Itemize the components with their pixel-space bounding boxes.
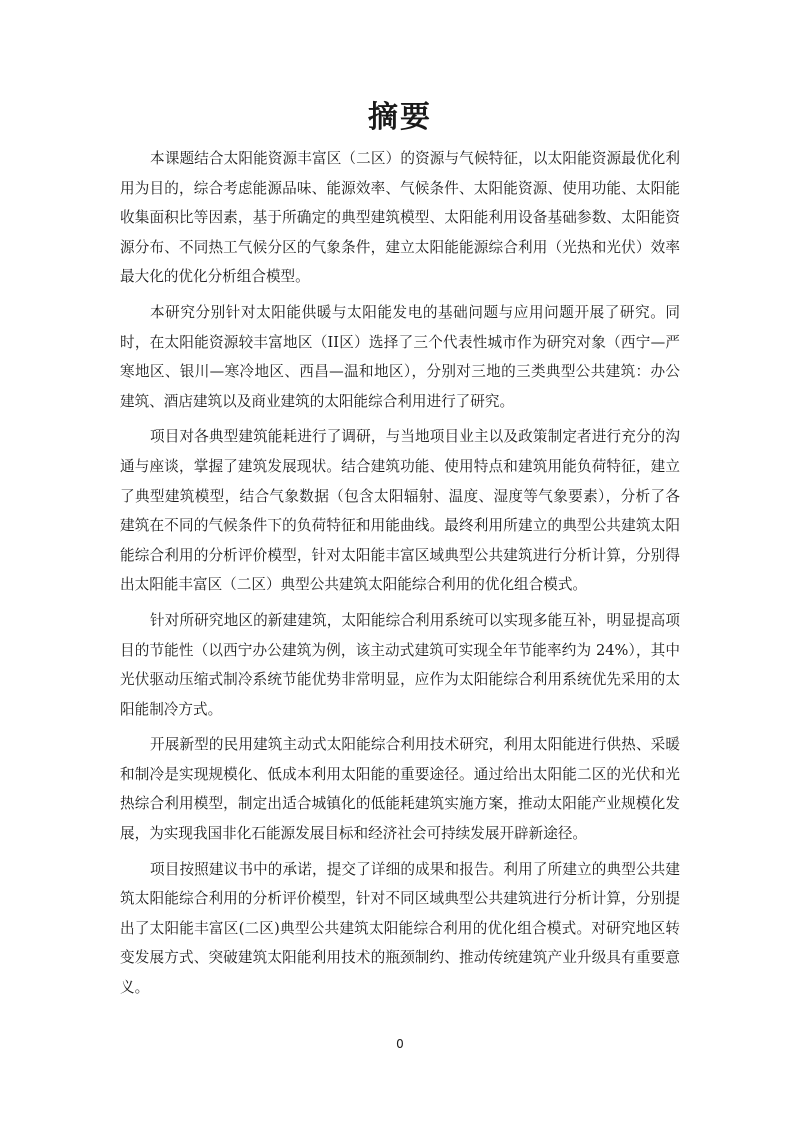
page-number: 0 [396, 1037, 404, 1051]
abstract-paragraph: 开展新型的民用建筑主动式太阳能综合利用技术研究，利用太阳能进行供热、采暖和制冷是实现规模化、低成本利用太阳能的重要途径。通过给出太阳能二区的光伏和光热综合利用模型，制定出适合城镇化的低能耗建筑实施方案，推动太阳能产业规模化发展，为实现我国非化石能源发展目标和经济社会可持续发展开辟新途径。 [120, 736, 680, 843]
abstract-paragraph: 本课题结合太阳能资源丰富区（二区）的资源与气候特征，以太阳能资源最优化利用为目的，综合考虑能源品味、能源效率、气候条件、太阳能资源、使用功能、太阳能收集面积比等因素，基于所确定的典型建筑模型、太阳能利用设备基础参数、太阳能资源分布、不同热工气候分区的气象条件，建立太阳能能源综合利用（光热和光伏）效率最大化的优化分析组合模型。 [120, 150, 680, 286]
page-title: 摘要 [368, 100, 432, 135]
abstract-paragraph: 本研究分别针对太阳能供暖与太阳能发电的基础问题与应用问题开展了研究。同时，在太阳能资源较丰富地区（II区）选择了三个代表性城市作为研究对象（西宁—严寒地区、银川—寒冷地区、西昌—温和地区），分别对三地的三类典型公共建筑：办公建筑、酒店建筑以及商业建筑的太阳能综合利用进行了研究。 [120, 303, 680, 410]
abstract-body [120, 144, 680, 1009]
abstract-paragraph: 项目对各典型建筑能耗进行了调研，与当地项目业主以及政策制定者进行充分的沟通与座谈，掌握了建筑发展现状。结合建筑功能、使用特点和建筑用能负荷特征，建立了典型建筑模型，结合气象数据（包含太阳辐射、温度、湿度等气象要素），分析了各建筑在不同的气候条件下的负荷特征和用能曲线。最终利用所建立的典型公共建筑太阳能综合利用的分析评价模型，针对太阳能丰富区域典型公共建筑进行分析计算，分别得出太阳能丰富区（二区）典型公共建筑太阳能综合利用的优化组合模式。 [120, 428, 680, 594]
abstract-paragraph: 针对所研究地区的新建建筑，太阳能综合利用系统可以实现多能互补，明显提高项目的节能性（以西宁办公建筑为例，该主动式建筑可实现全年节能率约为 24%），其中光伏驱动压缩式制冷系统节能优势非常明显，应作为太阳能综合利用系统优先采用的太阳能制冷方式。 [120, 611, 680, 718]
abstract-paragraph: 项目按照建议书中的承诺，提交了详细的成果和报告。利用了所建立的典型公共建筑太阳能综合利用的分析评价模型，针对不同区域典型公共建筑进行分析计算，分别提出了太阳能丰富区(二区)典型公共建筑太阳能综合利用的优化组合模式。对研究地区转变发展方式、突破建筑太阳能利用技术的瓶颈制约、推动传统建筑产业升级具有重要意义。 [120, 860, 680, 997]
